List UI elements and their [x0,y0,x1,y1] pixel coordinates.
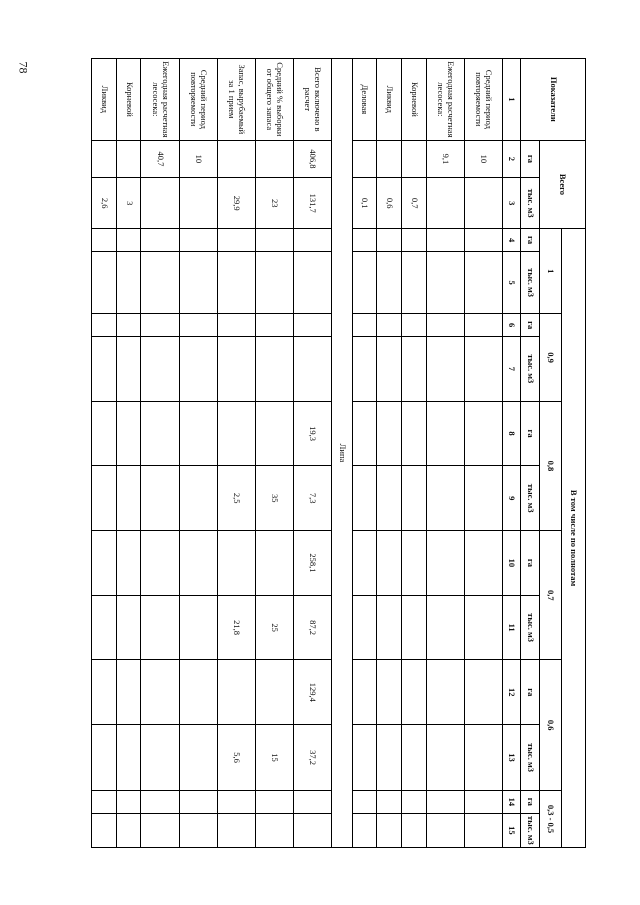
table-body [92,59,503,848]
table-cell [464,790,502,813]
unit-ha: га [521,140,540,177]
table-cell: 406,8 [293,140,331,177]
section-label: Липа [332,59,353,848]
table-cell [92,337,117,402]
table-cell [179,466,217,531]
table-cell [402,140,427,177]
table-cell [141,251,179,313]
table-cell [179,401,217,466]
table-cell [141,314,179,337]
column-number: 3 [503,178,521,229]
table-cell [255,337,293,402]
table-cell: 21,8 [217,595,255,660]
table-cell [92,790,117,813]
table-cell [464,595,502,660]
table-cell: 29,9 [217,178,255,229]
table-cell: 3 [116,178,141,229]
table-cell [426,466,464,531]
table-cell [217,660,255,725]
table-cell [116,337,141,402]
table-cell [141,466,179,531]
table-cell [293,229,331,252]
table-cell: 19,3 [293,401,331,466]
table-row [92,59,117,848]
table-cell [293,813,331,847]
column-number: 11 [503,595,521,660]
table-cell [402,314,427,337]
table-row [402,59,427,848]
table-cell [377,725,402,791]
row-label: Ликвид [92,59,117,141]
row-label: Корневой [402,59,427,141]
table-cell [426,251,464,313]
unit-volume: тыс. м3 [521,337,540,402]
column-number: 2 [503,140,521,177]
table-cell [255,140,293,177]
table-cell: 35 [255,466,293,531]
table-cell [179,813,217,847]
table-cell [293,251,331,313]
unit-ha: га [521,660,540,725]
table-cell [402,790,427,813]
table-cell [92,229,117,252]
table-cell [92,401,117,466]
header-density-0-6: 0,6 [540,660,562,791]
table-cell: 2,6 [92,178,117,229]
table-cell [426,813,464,847]
table-cell [92,660,117,725]
table-cell [217,251,255,313]
column-number: 6 [503,314,521,337]
unit-ha: га [521,314,540,337]
table-cell [92,140,117,177]
table-cell [426,314,464,337]
table-cell [426,178,464,229]
table-row [116,59,141,848]
column-number: 9 [503,466,521,531]
row-label: Ежегодная расчетная лесосека: [426,59,464,141]
table-cell [141,401,179,466]
table-row [377,59,402,848]
table-cell: 87,2 [293,595,331,660]
table-cell [377,140,402,177]
unit-volume: тыс. м3 [521,813,540,847]
table-cell: 9,1 [426,140,464,177]
table-cell [141,178,179,229]
table-cell [141,531,179,596]
table-cell [116,595,141,660]
column-number: 15 [503,813,521,847]
row-label: Средний % выборки от общего запаса [255,59,293,141]
table-cell [464,401,502,466]
column-number: 14 [503,790,521,813]
table-cell [464,178,502,229]
column-number: 1 [503,59,521,141]
table-cell: 15 [255,725,293,791]
table-cell [116,725,141,791]
table-cell [352,337,377,402]
unit-ha: га [521,229,540,252]
table-cell [377,229,402,252]
table-cell [293,790,331,813]
table-cell [179,725,217,791]
unit-ha: га [521,790,540,813]
rotated-table-container [91,58,586,848]
table-cell [464,725,502,791]
table-cell [464,660,502,725]
header-by-density: В том числе по полнотам [562,229,586,848]
table-cell [255,229,293,252]
row-label: Деловая [352,59,377,141]
table-cell: 10 [179,140,217,177]
row-label: Средний период повторяемости [179,59,217,141]
column-number: 10 [503,531,521,596]
table-cell [92,531,117,596]
table-cell [255,314,293,337]
table-cell [352,229,377,252]
table-cell [179,337,217,402]
table-cell: 10 [464,140,502,177]
table-cell [217,813,255,847]
table-cell [141,790,179,813]
unit-ha: га [521,401,540,466]
table-cell [352,813,377,847]
unit-ha: га [521,531,540,596]
table-cell [377,337,402,402]
table-cell: 131,7 [293,178,331,229]
table-cell [352,314,377,337]
table-cell [141,595,179,660]
column-number: 7 [503,337,521,402]
table-row [141,59,179,848]
table-cell [293,314,331,337]
table-cell [116,140,141,177]
table-cell [377,251,402,313]
table-cell [217,531,255,596]
table-cell [352,660,377,725]
header-indicators: Показатели [521,59,586,141]
table-row [426,59,464,848]
table-cell [352,401,377,466]
column-number: 8 [503,401,521,466]
table-cell [92,251,117,313]
row-label: Ежегодная расчетная лесосека: [141,59,179,141]
table-cell [464,314,502,337]
section-row [332,59,353,848]
table-cell [255,813,293,847]
table-cell: 0,6 [377,178,402,229]
header-density-0-9: 0,9 [540,314,562,401]
header-density-1: 1 [540,229,562,314]
table-cell [179,229,217,252]
table-cell [217,140,255,177]
header-density-0-3-0-5: 0,3 - 0,5 [540,790,562,847]
table-cell [116,466,141,531]
table-cell [426,229,464,252]
table-cell [116,251,141,313]
table-row [255,59,293,848]
table-cell [377,660,402,725]
table-cell [426,337,464,402]
table-cell [116,314,141,337]
page-number: 78 [16,61,31,74]
table-cell: 2,5 [217,466,255,531]
table-cell: 258,1 [293,531,331,596]
table-cell [402,725,427,791]
table-cell: 0,7 [402,178,427,229]
table-cell [92,466,117,531]
unit-volume: тыс. м3 [521,466,540,531]
table-cell: 129,4 [293,660,331,725]
table-cell [426,660,464,725]
table-cell [402,229,427,252]
header-density-0-7: 0,7 [540,531,562,660]
table-cell [464,251,502,313]
table-cell: 37,2 [293,725,331,791]
table-cell [255,251,293,313]
table-cell [255,531,293,596]
table-cell [402,531,427,596]
table-cell [141,229,179,252]
row-label: Ликвид [377,59,402,141]
row-label: Корневой [116,59,141,141]
column-number: 12 [503,660,521,725]
table-cell [464,531,502,596]
table-cell [116,790,141,813]
table-cell [179,531,217,596]
table-cell [377,813,402,847]
table-cell [179,660,217,725]
unit-volume: тыс. м3 [521,178,540,229]
table-cell [179,178,217,229]
table-cell [179,251,217,313]
row-label: Средний период повторяемости [464,59,502,141]
column-number: 4 [503,229,521,252]
table-cell [92,813,117,847]
table-cell [116,813,141,847]
table-cell: 25 [255,595,293,660]
table-cell [464,466,502,531]
table-cell [377,314,402,337]
table-cell [402,337,427,402]
table-cell [92,314,117,337]
table-cell [402,660,427,725]
table-cell [464,337,502,402]
table-cell: 0,1 [352,178,377,229]
unit-volume: тыс. м3 [521,595,540,660]
header-total: Всего [540,140,586,229]
table-cell [179,790,217,813]
table-cell [426,531,464,596]
table-cell [255,790,293,813]
table-cell [377,401,402,466]
table-cell: 7,3 [293,466,331,531]
table-cell [352,466,377,531]
column-number: 13 [503,725,521,791]
table-cell [116,229,141,252]
table-cell [141,337,179,402]
table-cell [352,140,377,177]
unit-volume: тыс. м3 [521,725,540,791]
table-row [352,59,377,848]
table-cell [92,725,117,791]
table-row [464,59,502,848]
table-cell [402,466,427,531]
table-cell [402,401,427,466]
table-cell [402,813,427,847]
row-label: Запас, вырубаемый за 1 прием [217,59,255,141]
table-cell: 5,6 [217,725,255,791]
table-cell [352,595,377,660]
table-cell [217,314,255,337]
header-units-row [521,59,540,848]
table-cell [352,251,377,313]
table-cell [255,660,293,725]
table-cell [116,531,141,596]
table-cell [116,660,141,725]
header-density-0-8: 0,8 [540,401,562,530]
table-cell [116,401,141,466]
table-cell [377,595,402,660]
table-cell [402,595,427,660]
table-cell [217,337,255,402]
table-cell [464,813,502,847]
table-row [217,59,255,848]
table-cell [293,337,331,402]
table-cell: 40,7 [141,140,179,177]
table-cell [377,531,402,596]
table-cell [141,813,179,847]
table-cell [426,595,464,660]
table-row [179,59,217,848]
table-cell [352,531,377,596]
unit-volume: тыс. м3 [521,251,540,313]
table-cell [217,790,255,813]
row-label: Всего включено в расчет [293,59,331,141]
table-cell [92,595,117,660]
table-cell [426,790,464,813]
table-cell [217,401,255,466]
column-number: 5 [503,251,521,313]
table-cell [179,595,217,660]
table-cell [377,466,402,531]
header-column-numbers-row [503,59,521,848]
table-cell [352,790,377,813]
table-cell [141,660,179,725]
table-cell [426,401,464,466]
table-cell [352,725,377,791]
table-cell [377,790,402,813]
table-cell [426,725,464,791]
table-cell [255,401,293,466]
forest-density-table [91,58,586,848]
table-cell: 23 [255,178,293,229]
table-row [293,59,331,848]
table-cell [141,725,179,791]
table-cell [402,251,427,313]
table-cell [217,229,255,252]
table-cell [464,229,502,252]
table-cell [179,314,217,337]
